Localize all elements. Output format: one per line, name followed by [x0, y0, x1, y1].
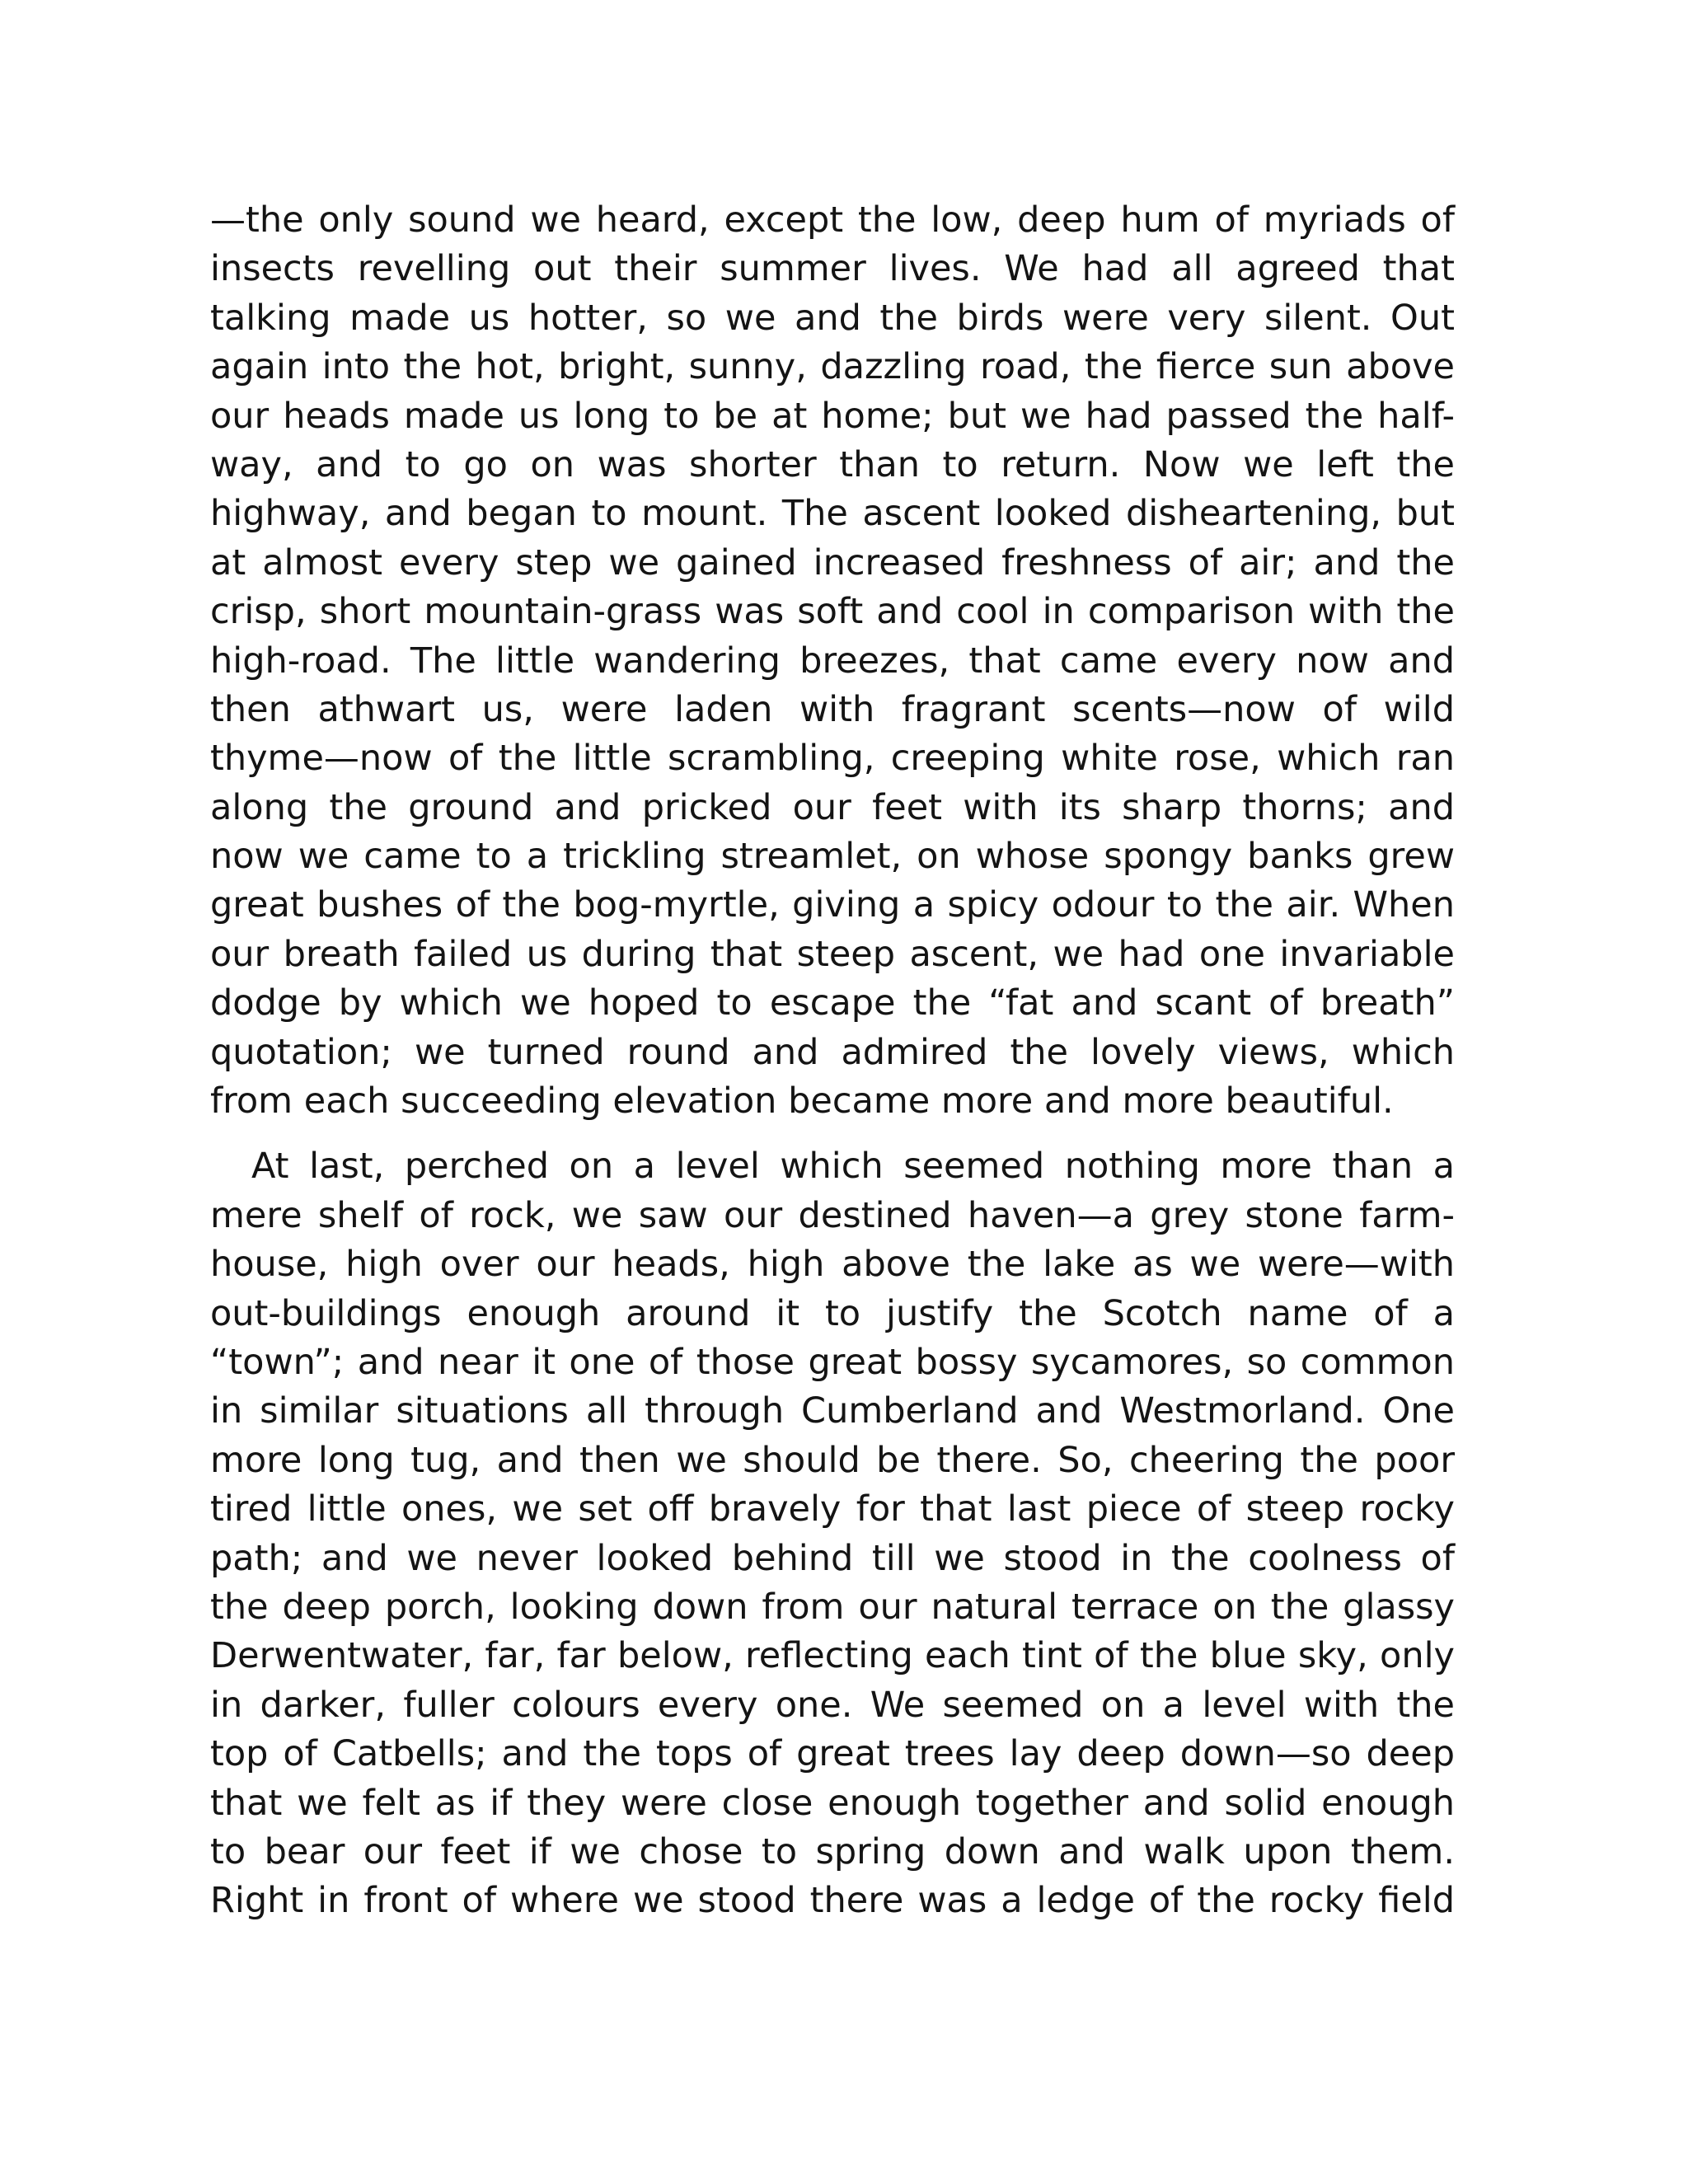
- text-line: dodge by which we hoped to escape the “fat and scant of breath”: [210, 982, 1455, 1024]
- text-line: Right in front of where we stood there was a ledge of the rocky field: [210, 1880, 1455, 1922]
- text-line: to bear our feet if we chose to spring down and walk upon them.: [210, 1830, 1455, 1872]
- text-line: At last, perched on a level which seemed nothing more than a: [251, 1146, 1455, 1188]
- text-line: highway, and began to mount. The ascent looked disheartening, but: [210, 493, 1455, 535]
- text-line: from each succeeding elevation became more and more beautiful.: [210, 1080, 1394, 1122]
- text-line: “town”; and near it one of those great bossy sycamores, so common: [210, 1341, 1455, 1383]
- text-line: mere shelf of rock, we saw our destined haven—a grey stone farm-: [210, 1194, 1455, 1236]
- text-line: that we felt as if they were close enough together and solid enough: [210, 1782, 1455, 1824]
- text-line: out-buildings enough around it to justify the Scotch name of a: [210, 1292, 1455, 1334]
- text-line: along the ground and pricked our feet with its sharp thorns; and: [210, 786, 1455, 828]
- text-line: at almost every step we gained increased freshness of air; and the: [210, 541, 1455, 583]
- text-line: our breath failed us during that steep ascent, we had one invariable: [210, 933, 1455, 975]
- text-line: the deep porch, looking down from our natural terrace on the glassy: [210, 1586, 1455, 1628]
- text-line: talking made us hotter, so we and the birds were very silent. Out: [210, 297, 1455, 339]
- text-line: tired little ones, we set off bravely for that last piece of steep rocky: [210, 1488, 1455, 1530]
- text-line: more long tug, and then we should be there. So, cheering the poor: [210, 1439, 1455, 1481]
- paragraph: [210, 1142, 1455, 1925]
- text-line: —the only sound we heard, except the low, deep hum of myriads of: [210, 199, 1455, 241]
- text-line: our heads made us long to be at home; but we had passed the half-: [210, 395, 1455, 437]
- text-line: quotation; we turned round and admired the lovely views, which: [210, 1031, 1455, 1073]
- text-line: way, and to go on was shorter than to return. Now we left the: [210, 443, 1455, 485]
- text-line: great bushes of the bog-myrtle, giving a spicy odour to the air. When: [210, 884, 1455, 926]
- text-line: high-road. The little wandering breezes, that came every now and: [210, 640, 1455, 682]
- text-line: thyme—now of the little scrambling, creeping white rose, which ran: [210, 738, 1455, 780]
- text-line: house, high over our heads, high above the lake as we were—with: [210, 1244, 1455, 1286]
- body-text: [210, 196, 1455, 1926]
- text-line: then athwart us, were laden with fragrant scents—now of wild: [210, 688, 1455, 730]
- text-line: now we came to a trickling streamlet, on whose spongy banks grew: [210, 836, 1455, 878]
- text-line: in darker, fuller colours every one. We seemed on a level with the: [210, 1684, 1455, 1726]
- text-line: crisp, short mountain-grass was soft and cool in comparison with the: [210, 591, 1455, 633]
- text-line: Derwentwater, far, far below, reflecting each tint of the blue sky, only: [210, 1635, 1455, 1677]
- paragraph: [210, 196, 1455, 1126]
- text-line: again into the hot, bright, sunny, dazzling road, the fierce sun above: [210, 346, 1455, 388]
- text-line: insects revelling out their summer lives. We had all agreed that: [210, 248, 1455, 290]
- paragraph-gap: [210, 1126, 1455, 1142]
- text-line: path; and we never looked behind till we stood in the coolness of: [210, 1537, 1455, 1579]
- text-line: in similar situations all through Cumberland and Westmorland. One: [210, 1390, 1455, 1432]
- text-line: top of Catbells; and the tops of great trees lay deep down—so deep: [210, 1733, 1455, 1775]
